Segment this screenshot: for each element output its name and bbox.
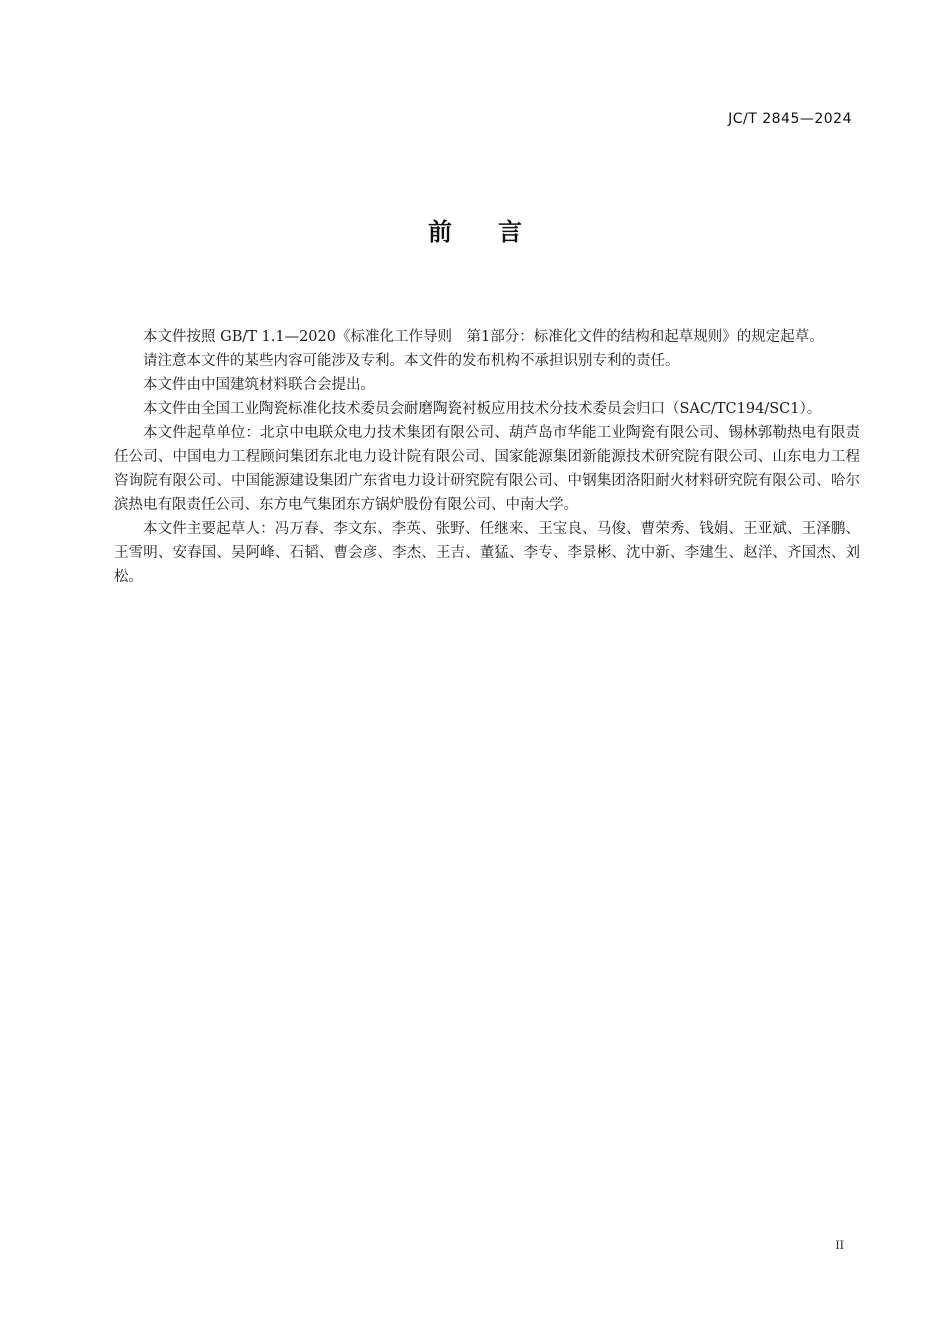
paragraph-committee: 本文件由全国工业陶瓷标准化技术委员会耐磨陶瓷衬板应用技术分技术委员会归口（SAC/TC194/SC1）。	[143, 401, 822, 417]
paragraph-patent-notice: 请注意本文件的某些内容可能涉及专利。本文件的发布机构不承担识别专利的责任。	[143, 353, 680, 369]
standard-number: JC/T 2845—2024	[728, 111, 852, 127]
paragraph-drafters: 本文件主要起草人：冯万春、李文东、李英、张野、任继来、王宝良、马俊、曹荣秀、钱娟、王亚斌、王泽鹏、王雪明、安春国、吴阿峰、石韬、曹会彦、李杰、王吉、董猛、李专、李景彬、沈中新、李建生、赵洋、齐国杰、刘松。	[114, 521, 860, 585]
paragraph-drafting-rules: 本文件按照 GB/T 1.1—2020《标准化工作导则 第1部分：标准化文件的结构和起草规则》的规定起草。	[143, 329, 824, 345]
paragraph-drafting-units: 本文件起草单位：北京中电联众电力技术集团有限公司、葫芦岛市华能工业陶瓷有限公司、锡林郭勒热电有限责任公司、中国电力工程顾问集团东北电力设计院有限公司、国家能源集团新能源技术研究院有限公司、山东电力工程咨询院有限公司、中国能源建设集团广东省电力设计研究院有限公司、中钢集团洛阳耐火材料研究院有限公司、哈尔滨热电有限责任公司、东方电气集团东方锅炉股份有限公司、中南大学。	[114, 425, 860, 513]
foreword-body	[114, 325, 860, 589]
paragraph-proposer: 本文件由中国建筑材料联合会提出。	[143, 377, 375, 393]
page-title: 前言	[428, 218, 568, 246]
page-number: II	[835, 1237, 844, 1252]
